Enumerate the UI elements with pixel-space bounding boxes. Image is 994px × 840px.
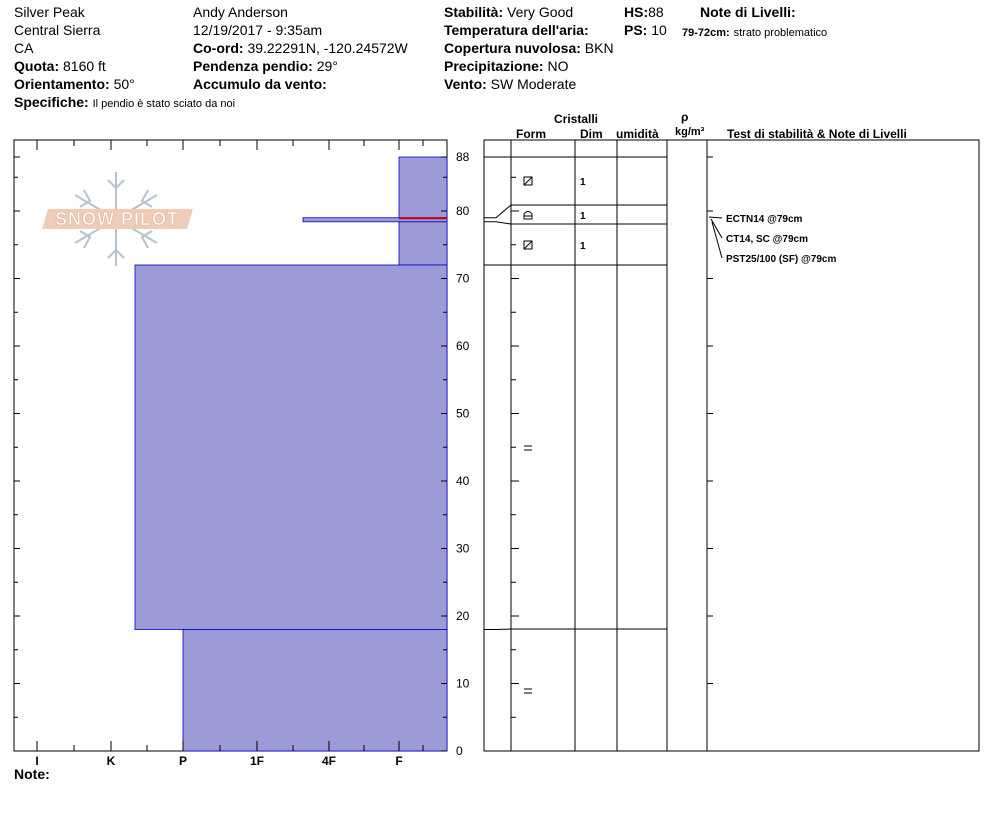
test-pointer-1 [709, 217, 722, 218]
depth-tick-label: 40 [456, 474, 470, 488]
datetime: 12/19/2017 - 9:35am [193, 22, 323, 38]
logo-text: SNOW PILOT [55, 209, 179, 229]
hardness-label: 1F [249, 754, 265, 768]
faceted-crystal-icon-slash [524, 177, 532, 185]
density-unit-header: kg/m³ [675, 126, 705, 138]
aspect-label: Orientamento: [14, 76, 110, 92]
snowpilot-logo [42, 172, 193, 266]
depth-tick-label: 50 [456, 406, 470, 421]
depth-tick-label: 30 [456, 541, 470, 556]
depth-tick-label: 10 [456, 676, 470, 691]
layer-bar [399, 157, 447, 218]
wind-label: Vento: [444, 76, 487, 92]
hardness-label: 4F [321, 754, 337, 768]
rho-header: ρ [681, 110, 689, 124]
layer-bar [135, 265, 447, 630]
table-depth-ticks [511, 157, 713, 751]
grain-size-value: 1 [580, 177, 586, 188]
depth-tick-label: 80 [456, 204, 470, 218]
coords-label: Co-ord: [193, 40, 244, 56]
depth-connector [484, 205, 511, 218]
state: CA [14, 40, 34, 56]
ps-value: 10 [651, 22, 667, 38]
slope-label: Pendenza pendio: [193, 58, 313, 74]
range: Central Sierra [14, 22, 101, 38]
crystals-header: Cristalli [554, 112, 599, 126]
hardness-axis-labels [35, 754, 402, 768]
hardness-label: F [395, 754, 403, 768]
test-label-3: PST25/100 (SF) @79cm [726, 254, 837, 265]
depth-tick-label: 0 [456, 744, 463, 758]
air-temp-label: Temperatura dell'aria: [444, 22, 589, 38]
cloud-label: Copertura nuvolosa: [444, 40, 581, 56]
notes-label: Note: [14, 766, 50, 782]
location: Silver Peak [14, 4, 85, 20]
depth-tick-label: 88 [456, 150, 470, 164]
hs-value: 88 [648, 4, 664, 20]
depth-connector [484, 222, 511, 224]
hardness-label: I [35, 754, 39, 768]
hardness-label: P [178, 754, 188, 768]
precip-value: NO [547, 58, 569, 74]
coords-value: 39.22291N, -120.24572W [247, 40, 408, 56]
table-row [524, 446, 532, 450]
grain-size-value: 1 [580, 241, 586, 252]
test-label-1: ECTN14 @79cm [726, 214, 803, 225]
layer-table-frame [484, 140, 979, 751]
form-header: Form [516, 127, 546, 141]
grain-size-value: 1 [580, 211, 586, 222]
rounding-facet-icon [524, 212, 532, 220]
faceted-crystal-icon-slash [524, 241, 532, 249]
layer-note-text: strato problematico [733, 27, 828, 39]
test-label-2: CT14, SC @79cm [726, 234, 809, 245]
wind-value: SW Moderate [490, 76, 577, 92]
depth-axis-labels [456, 150, 470, 758]
elevation-value: 8160 ft [63, 58, 106, 74]
stability-value: Very Good [507, 4, 574, 20]
aspect-value: 50° [113, 76, 135, 92]
table-row [524, 689, 532, 693]
wind-loading-label: Accumulo da vento: [193, 76, 327, 92]
dim-header: Dim [580, 127, 603, 141]
layer-bar [183, 630, 447, 752]
hs-label: HS: [624, 4, 649, 20]
layer-bars [135, 157, 447, 751]
layer-note-range: 79-72cm: [682, 27, 730, 39]
table-row [524, 177, 586, 188]
table-row [524, 241, 586, 252]
observer: Andy Anderson [193, 4, 288, 20]
slope-value: 29° [316, 58, 338, 74]
precip-label: Precipitazione: [444, 58, 544, 74]
depth-tick-label: 60 [456, 339, 470, 353]
test-pointer-3 [712, 222, 722, 258]
stability-notes-header: Test di stabilità & Note di Livelli [727, 127, 907, 141]
stability-label: Stabilità: [444, 4, 504, 20]
hardness-label: K [106, 754, 116, 768]
cloud-value: BKN [584, 40, 614, 56]
moisture-header: umidità [616, 127, 659, 141]
specifics-value: Il pendio è stato sciato da noi [92, 98, 236, 110]
layer-notes-label: Note di Livelli: [700, 4, 796, 20]
stability-tests [709, 214, 836, 265]
depth-connector [484, 629, 511, 630]
elevation-label: Quota: [14, 58, 60, 74]
test-pointer-2 [711, 219, 722, 238]
ps-label: PS: [624, 22, 648, 38]
specifics-label: Specifiche: [14, 94, 89, 110]
table-row [524, 211, 586, 222]
depth-tick-label: 20 [456, 609, 470, 623]
depth-tick-label: 70 [456, 271, 470, 286]
layer-bar [399, 222, 447, 265]
